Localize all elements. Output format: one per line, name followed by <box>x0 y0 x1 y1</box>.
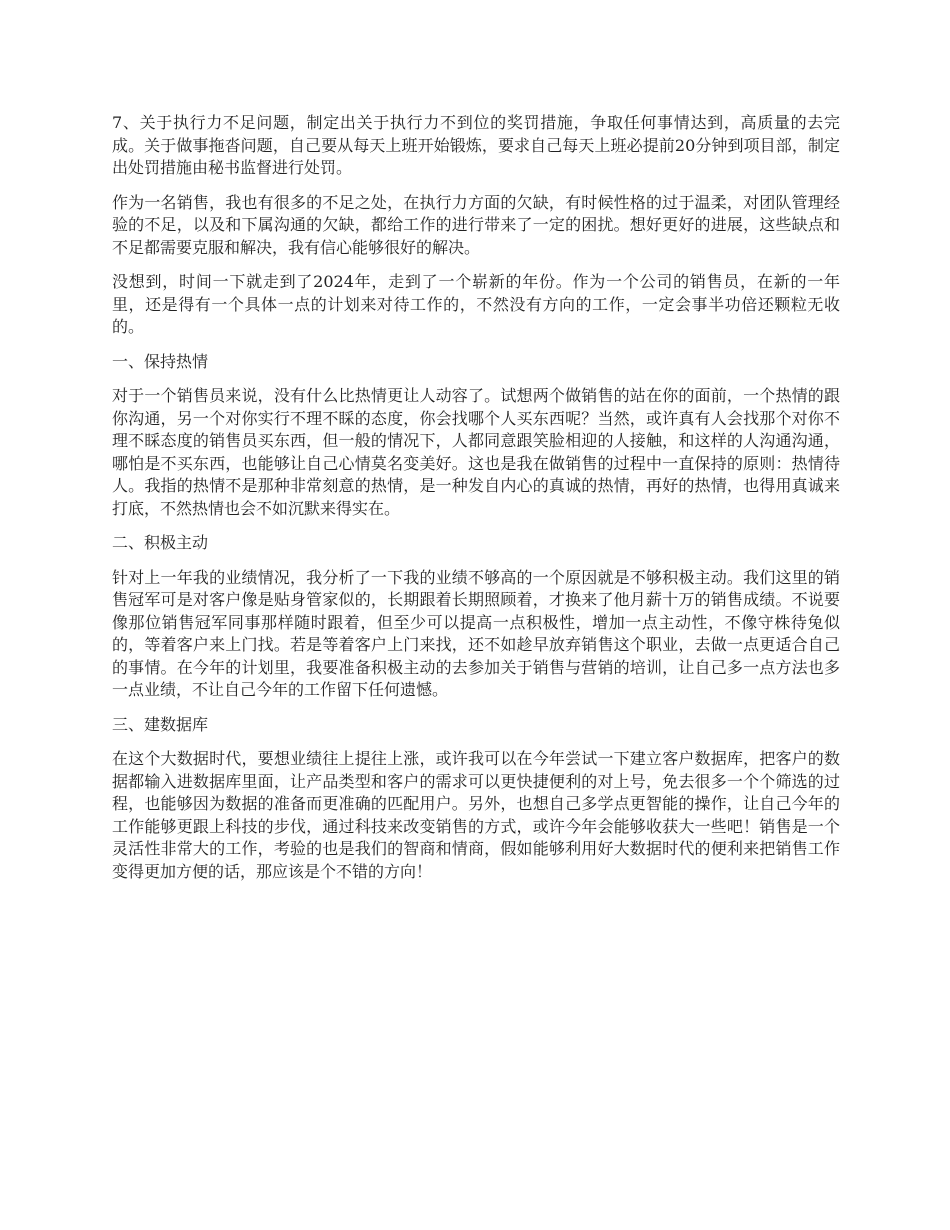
heading-enthusiasm: 一、保持热情 <box>112 351 209 371</box>
paragraph-shortcomings: 作为一名销售，我也有很多的不足之处，在执行力方面的欠缺，有时候性格的过于温柔，对团队管理经验的不足，以及和下属沟通的欠缺，都给工作的进行带来了一定的困扰。想好更好的进展，这些缺点和不足都需要克服和解决，我有信心能够很好的解决。 <box>112 192 840 257</box>
heading-database: 三、建数据库 <box>112 714 209 734</box>
paragraph-proactive: 针对上一年我的业绩情况，我分析了一下我的业绩不够高的一个原因就是不够积极主动。我们这里的销售冠军可是对客户像是贴身管家似的，长期跟着长期照顾着，才换来了他月薪十万的销售成绩。不说要像那位销售冠军同事那样随时跟着，但至少可以提高一点积极性，增加一点主动性，不像守株待兔似的，等着客户来上门找。若是等着客户上门来找，还不如趁早放弃销售这个职业，去做一点更适合自己的事情。在今年的计划里，我要准备积极主动的去参加关于销售与营销的培训，让自己多一点方法也多一点业绩，不让自己今年的工作留下任何遗憾。 <box>112 567 840 699</box>
heading-proactive: 二、积极主动 <box>112 533 209 552</box>
paragraph-execution: 7、关于执行力不足问题，制定出关于执行力不到位的奖罚措施，争取任何事情达到，高质量的去完成。关于做事拖沓问题，自己要从每天上班开始锻炼，要求自己每天上班必提前20分钟到项目部，制定出处罚措施由秘书监督进行处罚。 <box>112 113 840 177</box>
paragraph-database: 在这个大数据时代，要想业绩往上提往上涨，或许我可以在今年尝试一下建立客户数据库，把客户的数据都输入进数据库里面，让产品类型和客户的需求可以更快捷便利的对上号，免去很多一个个筛选的过程，也能够因为数据的准备而更准确的匹配用户。另外，也想自己多学点更智能的操作，让自己今年的工作能够更跟上科技的步伐，通过科技来改变销售的方式，或许今年会能够收获大一些吧！销售是一个灵活性非常大的工作，考验的也是我们的智商和情商，假如能够利用好大数据时代的便利来把销售工作变得更加方便的话，那应该是个不错的方向！ <box>112 749 840 881</box>
paragraph-new-year: 没想到，时间一下就走到了2024年，走到了一个崭新的年份。作为一个公司的销售员，在新的一年里，还是得有一个具体一点的计划来对待工作的，不然没有方向的工作，一定会事半功倍还颗粒无收的。 <box>112 272 840 336</box>
paragraph-enthusiasm: 对于一个销售员来说，没有什么比热情更让人动容了。试想两个做销售的站在你的面前，一个热情的跟你沟通，另一个对你实行不理不睬的态度，你会找哪个人买东西呢？当然，或许真有人会找那个对你不理不睬态度的销售员买东西，但一般的情况下，人都同意跟笑脸相迎的人接触，和这样的人沟通沟通，哪怕是不买东西，也能够让自己心情莫名变美好。这也是我在做销售的过程中一直保持的原则：热情待人。我指的热情不是那种非常刻意的热情，是一种发自内心的真诚的热情，再好的热情，也得用真诚来打底，不然热情也会不如沉默来得实在。 <box>112 386 840 518</box>
document-page <box>112 112 840 895</box>
